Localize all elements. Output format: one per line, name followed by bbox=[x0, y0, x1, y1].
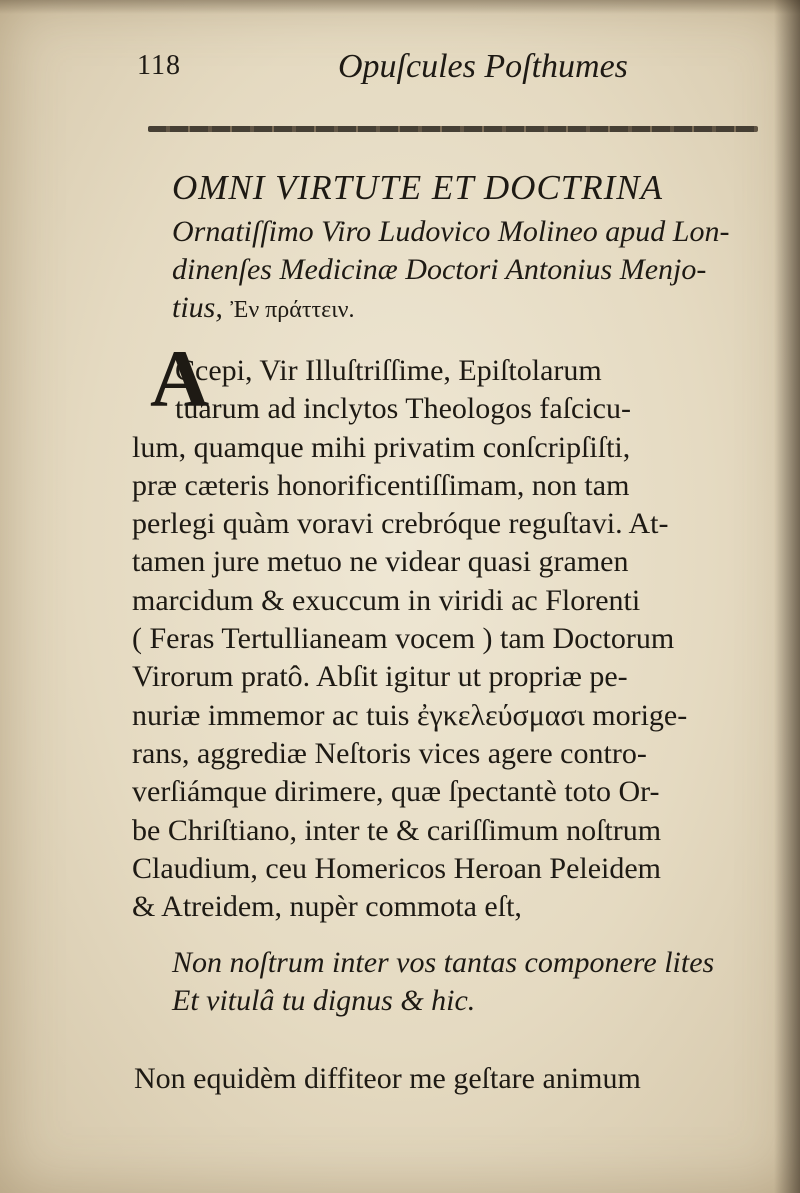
body-line: perlegi quàm voravi crebróque reguſtavi. At- bbox=[132, 507, 669, 541]
body-line: Claudium, ceu Homericos Heroan Peleidem bbox=[132, 851, 662, 885]
body-line: Virorum pratô. Abſit igitur ut propriæ pe- bbox=[132, 660, 628, 694]
verse-line: Et vitulâ tu dignus & hic. bbox=[172, 984, 476, 1017]
verse-line: Non noſtrum inter vos tantas componere lites bbox=[172, 946, 715, 979]
verse-quotation bbox=[172, 944, 772, 1020]
dedication-line-final bbox=[172, 289, 772, 329]
body-line: lum, quamque mihi privatim conſcripſiſti, bbox=[132, 430, 631, 464]
greek-salutation: Ἐν πράττειν. bbox=[230, 297, 355, 323]
body-final-line: Non equidèm diffiteor me geſtare animum bbox=[134, 1062, 641, 1095]
page-number: 118 bbox=[137, 50, 181, 81]
body-line: nuriæ immemor ac tuis ἐγκελεύσμασι morige- bbox=[132, 698, 688, 732]
body-line: Ccepi, Vir Illuſtriſſime, Epiſtolarum bbox=[175, 354, 602, 387]
body-line: be Chriſtiano, inter te & cariſſimum noſtrum bbox=[132, 813, 662, 847]
dedication-text bbox=[172, 213, 772, 329]
dedication-line: Ornatiſſimo Viro Ludovico Molineo apud Lon- bbox=[172, 215, 730, 248]
letter-body bbox=[132, 352, 772, 926]
body-line: marcidum & exuccum in viridi ac Florenti bbox=[132, 583, 641, 617]
body-line: ( Feras Tertullianeam vocem ) tam Doctorum bbox=[132, 622, 675, 656]
header-rule bbox=[148, 126, 758, 132]
running-title: Opuſcules Poſthumes bbox=[338, 48, 628, 85]
body-line: & Atreidem, nupèr commota eſt, bbox=[132, 890, 522, 924]
spine-shadow bbox=[774, 0, 800, 1193]
body-line: rans, aggrediæ Neſtoris vices agere contro- bbox=[132, 736, 647, 770]
page-header bbox=[132, 44, 762, 94]
body-line: præ cæteris honorificentiſſimam, non tam bbox=[132, 468, 630, 502]
body-line: tamen jure metuo ne videar quasi gramen bbox=[132, 545, 629, 579]
body-line: tuarum ad inclytos Theologos faſcicu- bbox=[175, 392, 631, 426]
dedication-line: dinenſes Medicinæ Doctori Antonius Menjo- bbox=[172, 253, 707, 286]
page-top-edge bbox=[0, 0, 800, 14]
body-line: verſiámque dirimere, quæ ſpectantè toto Or- bbox=[132, 775, 660, 809]
dedication-heading: OMNI VIRTUTE ET DOCTRINA bbox=[172, 168, 664, 207]
drop-cap-letter: A bbox=[150, 333, 210, 424]
dedication-author-suffix: tius, bbox=[172, 291, 223, 324]
